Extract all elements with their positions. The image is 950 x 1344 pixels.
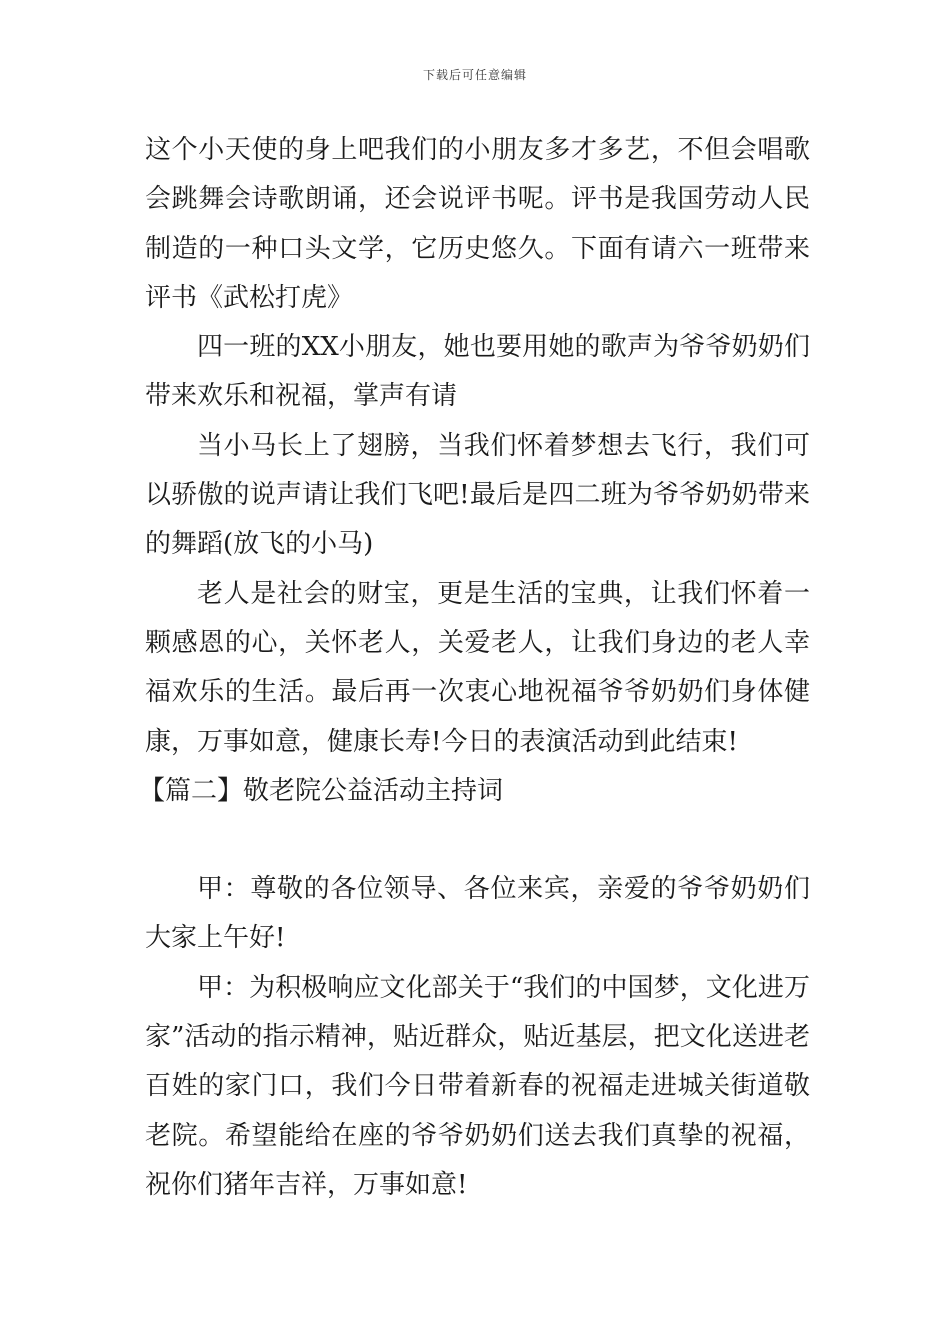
paragraph-1: 这个小天使的身上吧我们的小朋友多才多艺，不但会唱歌会跳舞会诗歌朗诵，还会说评书呢。评书是我国劳动人民制造的一种口头文学，它历史悠久。下面有请六一班带来评书《武松打虎》 — [145, 135, 810, 313]
paragraph-2: 四一班的XX小朋友，她也要用她的歌声为爷爷奶奶们带来欢乐和祝福，掌声有请 — [145, 332, 810, 412]
header-note: 下载后可任意编辑 — [422, 68, 527, 82]
section-title: 【篇二】敬老院公益活动主持词 — [139, 775, 504, 806]
paragraph-3: 当小马长上了翅膀，当我们怀着梦想去飞行，我们可以骄傲的说声请让我们飞吧!最后是四二班为爷爷奶奶带来的舞蹈(放飞的小马) — [145, 430, 810, 560]
paragraph-5: 甲：尊敬的各位领导、各位来宾，亲爱的爷爷奶奶们大家上午好! — [145, 874, 810, 954]
paragraph-4: 老人是社会的财宝，更是生活的宝典，让我们怀着一颗感恩的心，关怀老人，关爱老人，让我们身边的老人幸福欢乐的生活。最后再一次衷心地祝福爷爷奶奶们身体健康，万事如意，健康长寿!今日的表演活动到此结束! — [145, 578, 810, 757]
blank-line — [145, 816, 810, 865]
paragraph-6: 甲：为积极响应文化部关于“我们的中国梦，文化进万家”活动的指示精神，贴近群众，贴近基层，把文化送进老百姓的家门口，我们今日带着新春的祝福走进城关街道敬老院。希望能给在座的爷爷奶奶们送去我们真挚的祝福，祝你们猪年吉祥，万事如意! — [145, 972, 810, 1200]
document-body — [139, 126, 810, 1210]
